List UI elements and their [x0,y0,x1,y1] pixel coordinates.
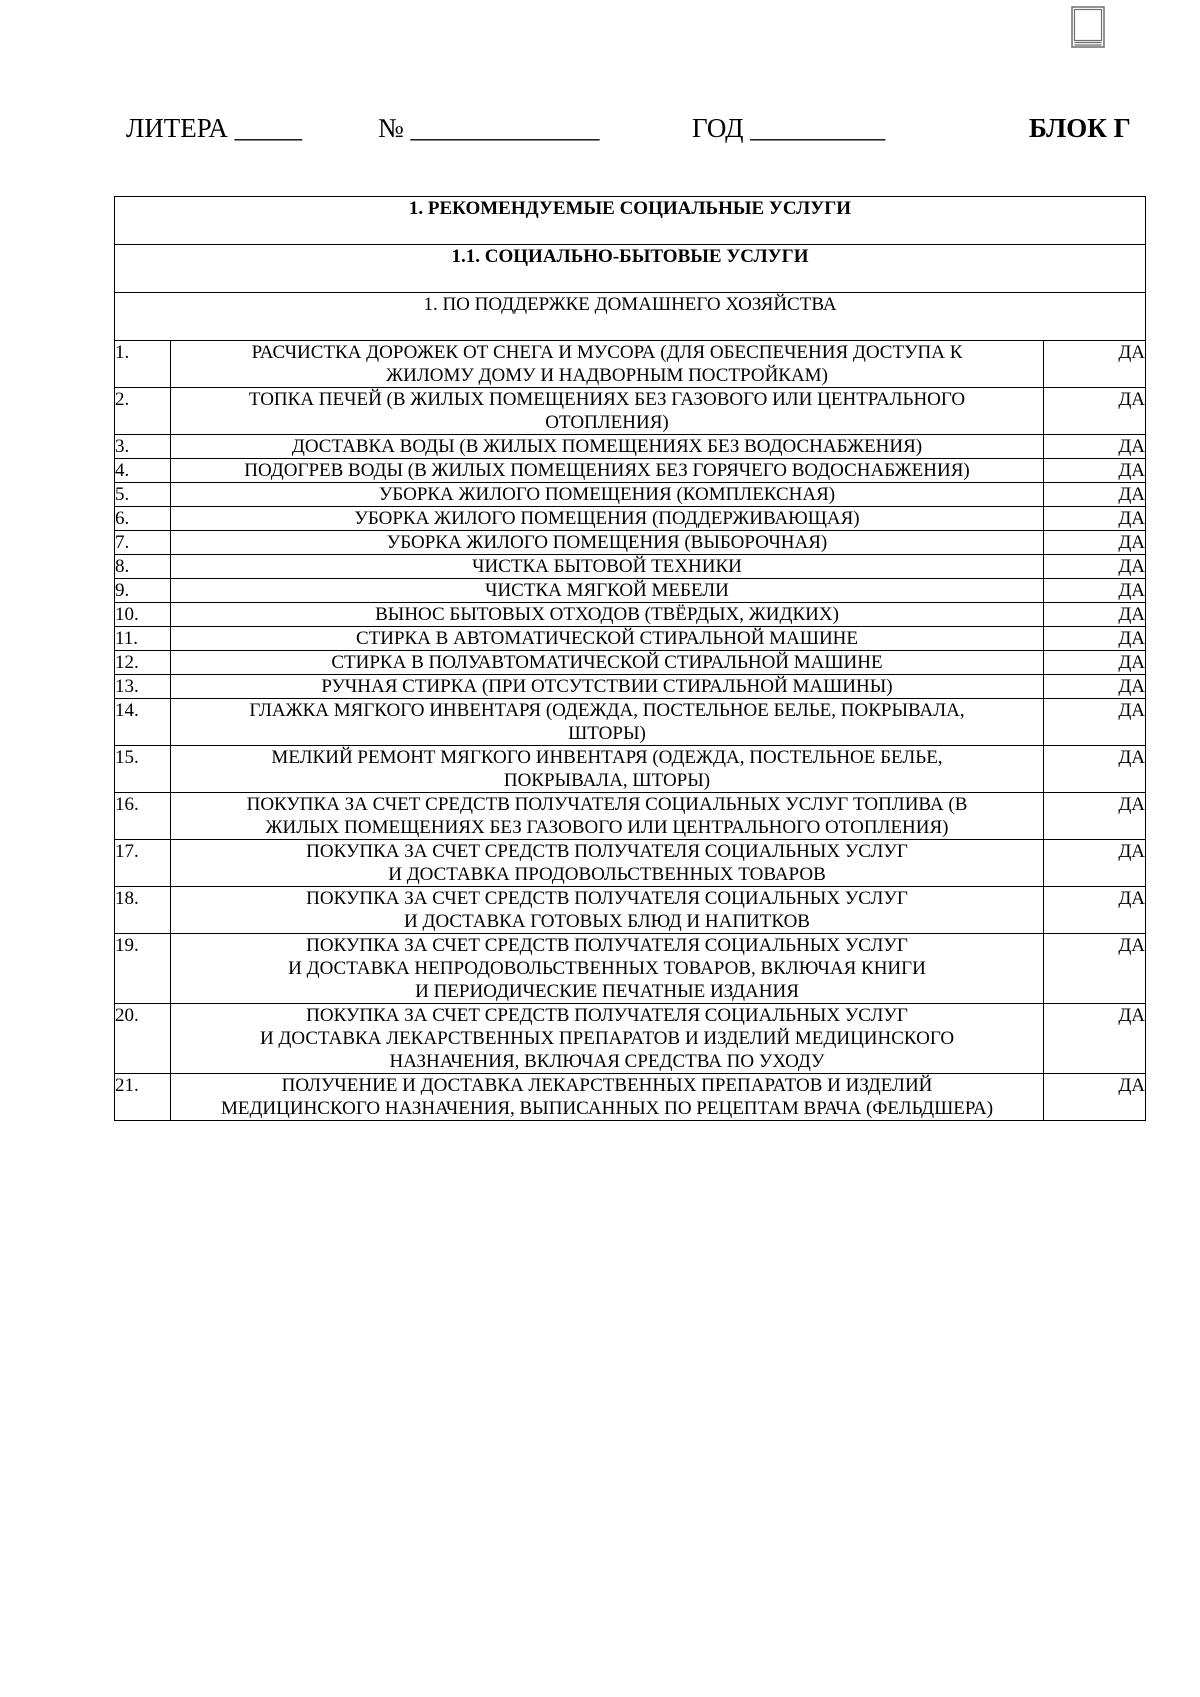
table-row [115,746,1146,793]
row-service-text: ПОКУПКА ЗА СЧЕТ СРЕДСТВ ПОЛУЧАТЕЛЯ СОЦИАЛЬНЫХ УСЛУГ И ДОСТАВКА ПРОДОВОЛЬСТВЕННЫХ ТОВАРОВ [171,840,1044,887]
row-number: 12. [115,651,171,675]
table-row [115,793,1146,840]
table-row [115,1004,1146,1074]
row-number: 11. [115,627,171,651]
row-service-text: СТИРКА В АВТОМАТИЧЕСКОЙ СТИРАЛЬНОЙ МАШИНЕ [171,627,1044,651]
row-service-text: УБОРКА ЖИЛОГО ПОМЕЩЕНИЯ (КОМПЛЕКСНАЯ) [171,483,1044,507]
litera-field: ЛИТЕРА _____ [126,113,303,143]
row-number: 10. [115,603,171,627]
row-answer: ДА [1044,699,1146,746]
row-service-text: УБОРКА ЖИЛОГО ПОМЕЩЕНИЯ (ПОДДЕРЖИВАЮЩАЯ) [171,507,1044,531]
row-service-text: ГЛАЖКА МЯГКОГО ИНВЕНТАРЯ (ОДЕЖДА, ПОСТЕЛЬНОЕ БЕЛЬЕ, ПОКРЫВАЛА, ШТОРЫ) [171,699,1044,746]
page-marker-icon [1071,6,1105,48]
row-answer: ДА [1044,388,1146,435]
row-number: 15. [115,746,171,793]
row-service-text: МЕЛКИЙ РЕМОНТ МЯГКОГО ИНВЕНТАРЯ (ОДЕЖДА, ПОСТЕЛЬНОЕ БЕЛЬЕ, ПОКРЫВАЛА, ШТОРЫ) [171,746,1044,793]
row-number: 18. [115,887,171,934]
row-answer: ДА [1044,579,1146,603]
row-service-text: СТИРКА В ПОЛУАВТОМАТИЧЕСКОЙ СТИРАЛЬНОЙ МАШИНЕ [171,651,1044,675]
row-number: 7. [115,531,171,555]
row-service-text: ПОКУПКА ЗА СЧЕТ СРЕДСТВ ПОЛУЧАТЕЛЯ СОЦИАЛЬНЫХ УСЛУГ И ДОСТАВКА НЕПРОДОВОЛЬСТВЕННЫХ ТОВАРОВ, ВКЛЮЧАЯ КНИГИ И ПЕРИОДИЧЕСКИЕ ПЕЧАТНЫЕ ИЗДАНИЯ [171,934,1044,1004]
row-answer: ДА [1044,840,1146,887]
row-answer: ДА [1044,603,1146,627]
table-row [115,435,1146,459]
row-number: 16. [115,793,171,840]
block-label: БЛОК Г [1029,113,1131,143]
form-header [0,108,1200,148]
row-answer: ДА [1044,1074,1146,1121]
row-service-text: РАСЧИСТКА ДОРОЖЕК ОТ СНЕГА И МУСОРА (ДЛЯ ОБЕСПЕЧЕНИЯ ДОСТУПА К ЖИЛОМУ ДОМУ И НАДВОРНЫМ ПОСТРОЙКАМ) [171,341,1044,388]
row-number: 2. [115,388,171,435]
row-answer: ДА [1044,483,1146,507]
table-row [115,934,1146,1004]
table-row [115,531,1146,555]
table-row [115,507,1146,531]
row-number: 4. [115,459,171,483]
group-title-row [115,293,1146,341]
number-field: № ______________ [378,113,600,143]
row-number: 13. [115,675,171,699]
table-row [115,603,1146,627]
table-row [115,840,1146,887]
row-number: 9. [115,579,171,603]
row-answer: ДА [1044,459,1146,483]
row-service-text: ДОСТАВКА ВОДЫ (В ЖИЛЫХ ПОМЕЩЕНИЯХ БЕЗ ВОДОСНАБЖЕНИЯ) [171,435,1044,459]
table-row [115,699,1146,746]
row-number: 14. [115,699,171,746]
row-service-text: ПОДОГРЕВ ВОДЫ (В ЖИЛЫХ ПОМЕЩЕНИЯХ БЕЗ ГОРЯЧЕГО ВОДОСНАБЖЕНИЯ) [171,459,1044,483]
row-answer: ДА [1044,746,1146,793]
group-title: 1. ПО ПОДДЕРЖКЕ ДОМАШНЕГО ХОЗЯЙСТВА [115,293,1146,341]
row-answer: ДА [1044,793,1146,840]
table-row [115,388,1146,435]
table-row [115,675,1146,699]
row-answer: ДА [1044,435,1146,459]
row-service-text: РУЧНАЯ СТИРКА (ПРИ ОТСУТСТВИИ СТИРАЛЬНОЙ МАШИНЫ) [171,675,1044,699]
table-row [115,651,1146,675]
row-answer: ДА [1044,1004,1146,1074]
table-row [115,459,1146,483]
row-service-text: ПОКУПКА ЗА СЧЕТ СРЕДСТВ ПОЛУЧАТЕЛЯ СОЦИАЛЬНЫХ УСЛУГ И ДОСТАВКА ЛЕКАРСТВЕННЫХ ПРЕПАРАТОВ И ИЗДЕЛИЙ МЕДИЦИНСКОГО НАЗНАЧЕНИЯ, ВКЛЮЧАЯ СРЕДСТВА ПО УХОДУ [171,1004,1044,1074]
table-row [115,627,1146,651]
row-service-text: ПОКУПКА ЗА СЧЕТ СРЕДСТВ ПОЛУЧАТЕЛЯ СОЦИАЛЬНЫХ УСЛУГ И ДОСТАВКА ГОТОВЫХ БЛЮД И НАПИТКОВ [171,887,1044,934]
row-number: 8. [115,555,171,579]
table-row [115,555,1146,579]
row-service-text: ЧИСТКА МЯГКОЙ МЕБЕЛИ [171,579,1044,603]
row-answer: ДА [1044,507,1146,531]
section-title-row [115,197,1146,245]
table-row [115,579,1146,603]
table-row [115,341,1146,388]
table-row [115,887,1146,934]
row-answer: ДА [1044,341,1146,388]
row-answer: ДА [1044,887,1146,934]
row-number: 17. [115,840,171,887]
year-field: ГОД __________ [692,113,886,143]
subsection-title-row [115,245,1146,293]
row-number: 6. [115,507,171,531]
table-row [115,1074,1146,1121]
row-service-text: ВЫНОС БЫТОВЫХ ОТХОДОВ (ТВЁРДЫХ, ЖИДКИХ) [171,603,1044,627]
row-number: 3. [115,435,171,459]
row-answer: ДА [1044,934,1146,1004]
row-answer: ДА [1044,651,1146,675]
table-row [115,483,1146,507]
section-title: 1. РЕКОМЕНДУЕМЫЕ СОЦИАЛЬНЫЕ УСЛУГИ [115,197,1146,245]
row-answer: ДА [1044,627,1146,651]
row-service-text: ТОПКА ПЕЧЕЙ (В ЖИЛЫХ ПОМЕЩЕНИЯХ БЕЗ ГАЗОВОГО ИЛИ ЦЕНТРАЛЬНОГО ОТОПЛЕНИЯ) [171,388,1044,435]
row-service-text: ЧИСТКА БЫТОВОЙ ТЕХНИКИ [171,555,1044,579]
row-service-text: УБОРКА ЖИЛОГО ПОМЕЩЕНИЯ (ВЫБОРОЧНАЯ) [171,531,1044,555]
row-service-text: ПОЛУЧЕНИЕ И ДОСТАВКА ЛЕКАРСТВЕННЫХ ПРЕПАРАТОВ И ИЗДЕЛИЙ МЕДИЦИНСКОГО НАЗНАЧЕНИЯ, ВЫПИСАННЫХ ПО РЕЦЕПТАМ ВРАЧА (ФЕЛЬДШЕРА) [171,1074,1044,1121]
row-number: 19. [115,934,171,1004]
row-number: 21. [115,1074,171,1121]
row-answer: ДА [1044,555,1146,579]
row-number: 1. [115,341,171,388]
row-number: 5. [115,483,171,507]
subsection-title: 1.1. СОЦИАЛЬНО-БЫТОВЫЕ УСЛУГИ [115,245,1146,293]
row-service-text: ПОКУПКА ЗА СЧЕТ СРЕДСТВ ПОЛУЧАТЕЛЯ СОЦИАЛЬНЫХ УСЛУГ ТОПЛИВА (В ЖИЛЫХ ПОМЕЩЕНИЯХ БЕЗ ГАЗОВОГО ИЛИ ЦЕНТРАЛЬНОГО ОТОПЛЕНИЯ) [171,793,1044,840]
row-answer: ДА [1044,531,1146,555]
services-table [114,196,1146,1121]
row-answer: ДА [1044,675,1146,699]
row-number: 20. [115,1004,171,1074]
